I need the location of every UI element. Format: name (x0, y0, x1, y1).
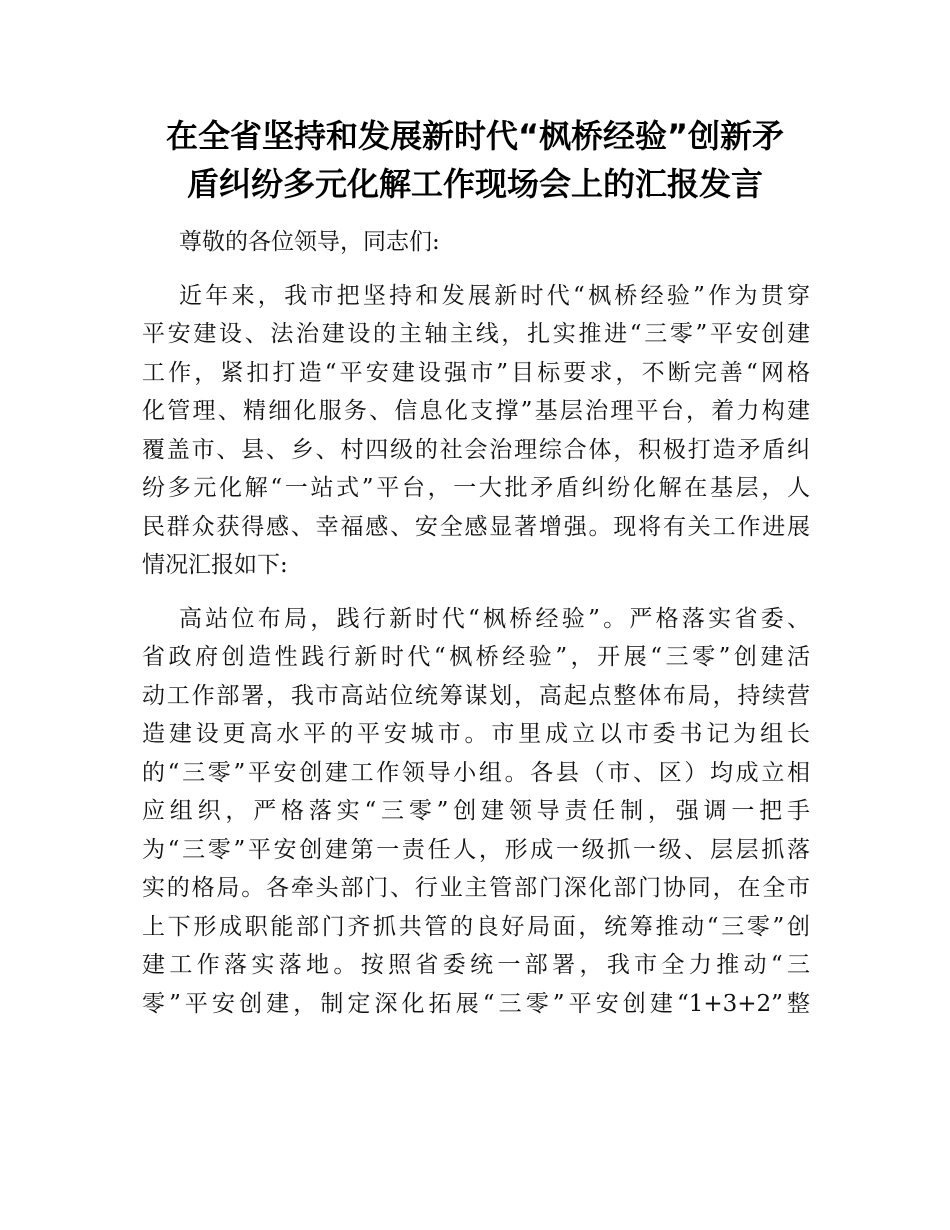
paragraph-line: 近年来，我市把坚持和发展新时代“枫桥经验”作为贯穿 (179, 282, 810, 309)
paragraph-intro (142, 277, 810, 585)
paragraph-line: 建工作落实落地。按照省委统一部署，我市全力推动“三 (142, 952, 810, 978)
paragraph-line: 的“三零”平安创建工作领导小组。各县（市、区）均成立相 (142, 759, 810, 786)
paragraph-line: 覆盖市、县、乡、村四级的社会治理综合体，积极打造矛盾纠 (142, 436, 810, 463)
paragraph-line: 民群众获得感、幸福感、安全感显著增强。现将有关工作进展 (142, 513, 810, 540)
document-title (130, 112, 820, 208)
paragraph-line: 上下形成职能部门齐抓共管的良好局面，统筹推动“三零”创 (142, 913, 810, 940)
paragraph-line: 纷多元化解“一站式”平台，一大批矛盾纠纷化解在基层，人 (142, 475, 810, 501)
paragraph-layout (142, 600, 810, 1024)
paragraph-spacer (142, 585, 810, 600)
paragraph-line: 零”平安创建，制定深化拓展“三零”平安创建“1+3+2”整 (142, 990, 810, 1017)
paragraph-line: 为“三零”平安创建第一责任人，形成一级抓一级、层层抓落 (142, 836, 810, 863)
salutation: 尊敬的各位领导，同志们: (179, 229, 440, 255)
paragraph-line: 高站位布局，践行新时代“枫桥经验”。严格落实省委、 (179, 605, 810, 632)
paragraph-line: 平安建设、法治建设的主轴主线，扎实推进“三零”平安创建 (142, 321, 810, 347)
paragraph-line: 省政府创造性践行新时代“枫桥经验”，开展“三零”创建活 (142, 644, 810, 670)
title-line: 在全省坚持和发展新时代“枫桥经验”创新矛 (165, 117, 785, 155)
title-line: 盾纠纷多元化解工作现场会上的汇报发言 (186, 165, 763, 203)
paragraph-line: 动工作部署，我市高站位统筹谋划，高起点整体布局，持续营 (142, 682, 810, 709)
paragraph-line: 工作，紧扣打造“平安建设强市”目标要求，不断完善“网格 (142, 359, 810, 386)
paragraph-line: 化管理、精细化服务、信息化支撑”基层治理平台，着力构建 (142, 398, 810, 424)
paragraph-spacer (142, 262, 810, 277)
paragraph-line: 情况汇报如下: (142, 552, 288, 578)
paragraph-line: 应组织，严格落实“三零”创建领导责任制，强调一把手 (142, 798, 810, 824)
document-body (142, 223, 810, 1023)
paragraph-line: 造建设更高水平的平安城市。市里成立以市委书记为组长 (142, 721, 810, 747)
paragraph-line: 实的格局。各牵头部门、行业主管部门深化部门协同，在全市 (142, 875, 810, 901)
